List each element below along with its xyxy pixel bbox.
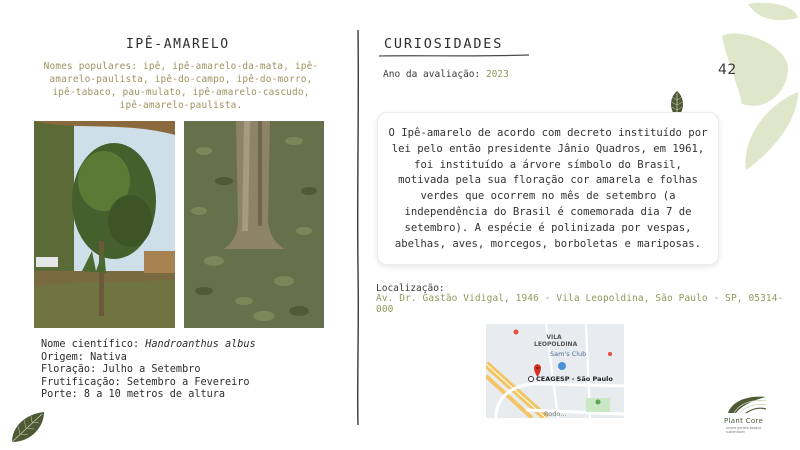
size: Porte: 8 a 10 metros de altura: [41, 389, 226, 401]
location-address: Av. Dr. Gastão Vidigal, 1946 - Vila Leopoldina, São Paulo - SP, 05314-000: [376, 293, 784, 315]
location-map[interactable]: [486, 324, 624, 418]
map-pin-label: CEAGESP - São Paulo: [536, 375, 613, 383]
flowering: Floração: Julho a Setembro: [41, 364, 201, 376]
scientific-name: Nome científico: Handroanthus albus: [41, 339, 256, 350]
curiosity-card: [377, 112, 719, 265]
fruiting: Frutificação: Setembro a Fevereiro: [41, 376, 250, 388]
map-poi-label: Sam's Club: [550, 350, 587, 358]
trunk-photo: [184, 121, 324, 328]
plant-core-logo-icon: [726, 393, 768, 415]
brand-tagline: arvore gorjeta bosque sustentavel: [726, 426, 762, 434]
title-underline: [378, 53, 530, 59]
map-road-label: Rodo...: [544, 410, 567, 418]
popular-names: Nomes populares: ipê, ipê-amarelo-da-mata, ipê-amarelo-paulista, ipê-do-campo, ipê-do-morro, ipê-tabaco, pau-mulato, ipê-amarelo-cascudo, ipê-amarelo-paulista.: [43, 61, 319, 111]
species-title: IPÊ-AMARELO: [126, 37, 230, 52]
curiosities-title: CURIOSIDADES: [384, 36, 504, 52]
map-district-label: VILA LEOPOLDINA: [534, 334, 578, 348]
curiosity-text: O Ipê-amarelo de acordo com decreto instituído por lei pelo então presidente Jânio Quadros, em 1961, foi instituído a árvore símbolo do Brasil, motivada pela sua floração cor amarela e folhas verdes que ocorrem no mês de setembro (a independência do Brasil é comemorada dia 7 de setembro). A espécie é polinizada por vespas, abelhas, aves, morcegos, borboletas e mariposas.: [388, 127, 708, 250]
decorative-leaf-bottom-left: [8, 408, 48, 446]
tree-photo: [34, 121, 175, 328]
page-number: 42: [718, 62, 737, 78]
evaluation-year: Ano da avaliação: 2023: [383, 69, 509, 80]
species-details: [41, 339, 256, 402]
brand-name: Plant Core: [724, 417, 764, 425]
location-label: Localização:: [376, 283, 445, 294]
vertical-divider: [356, 30, 360, 425]
origin: Origem: Nativa: [41, 351, 127, 363]
